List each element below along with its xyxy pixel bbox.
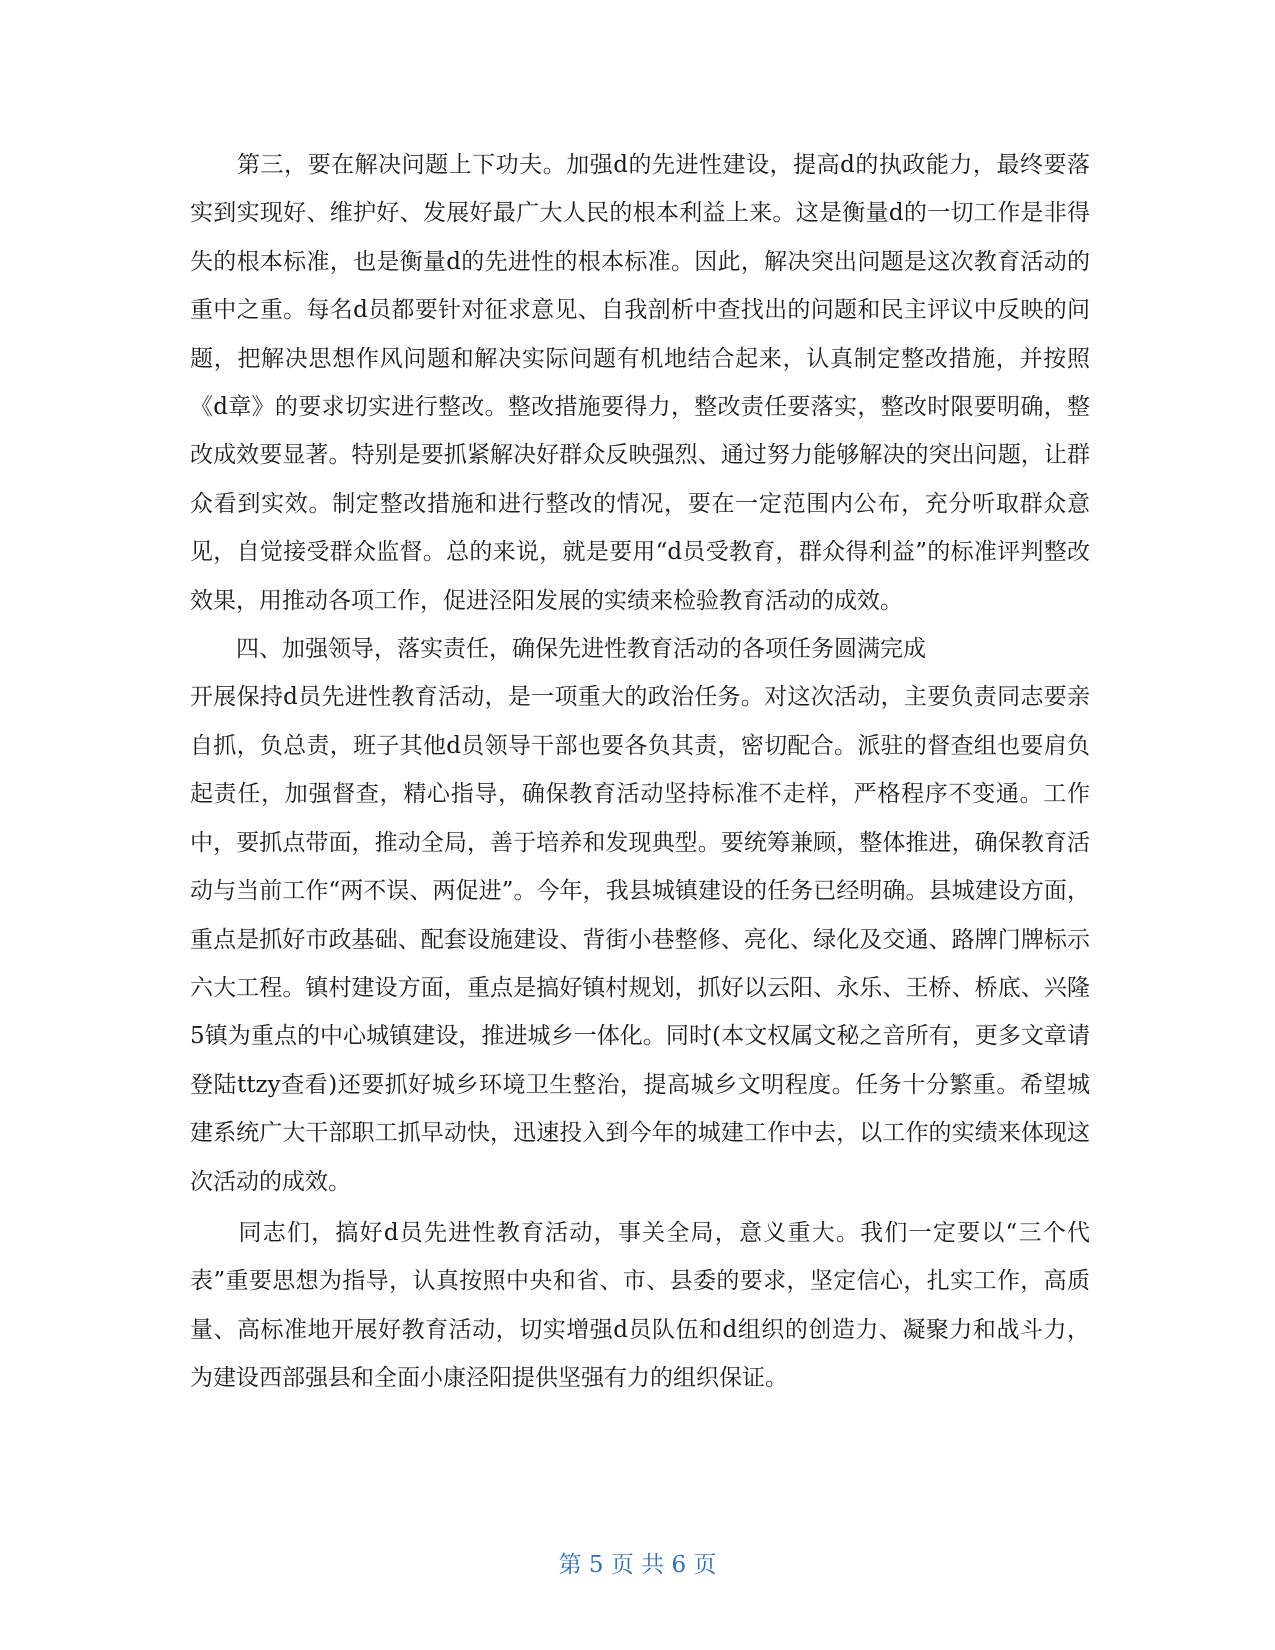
paragraph-conclusion: 同志们，搞好d员先进性教育活动，事关全局，意义重大。我们一定要以“三个代表”重要思想为指导，认真按照中央和省、市、县委的要求，坚定信心，扎实工作，高质量、高标准地开展好教育活动，切实增强d员队伍和d组织的创造力、凝聚力和战斗力，为建设西部强县和全面小康泾阳提供坚强有力的组织保证。 <box>190 1219 1090 1392</box>
paragraph-third-point: 第三，要在解决问题上下功夫。加强d的先进性建设，提高d的执政能力，最终要落实到实现好、维护好、发展好最广大人民的根本利益上来。这是衡量d的一切工作是非得失的根本标准，也是衡量d的先进性的根本标准。因此，解决突出问题是这次教育活动的重中之重。每名d员都要针对征求意见、自我剖析中查找出的问题和民主评议中反映的问题，把解决思想作风问题和解决实际问题有机地结合起来，认真制定整改措施，并按照《d章》的要求切实进行整改。整改措施要得力，整改责任要落实，整改时限要明确，整改成效要显著。特别是要抓紧解决好群众反映强烈、通过努力能够解决的突出问题，让群众看到实效。制定整改措施和进行整改的情况，要在一定范围内公布，充分听取群众意见，自觉接受群众监督。总的来说，就是要用“d员受教育，群众得利益”的标准评判整改效果，用推动各项工作，促进泾阳发展的实绩来检验教育活动的成效。 <box>190 152 1090 614</box>
section-heading-four: 四、加强领导，落实责任，确保先进性教育活动的各项任务圆满完成 <box>190 636 926 663</box>
paragraph-leadership: 开展保持d员先进性教育活动，是一项重大的政治任务。对这次活动，主要负责同志要亲自抓，负总责，班子其他d员领导干部也要各负其责，密切配合。派驻的督查组也要肩负起责任，加强督查，精心指导，确保教育活动坚持标准不走样，严格程序不变通。工作中，要抓点带面，推动全局，善于培养和发现典型。要统筹兼顾，整体推进，确保教育活动与当前工作“两不误、两促进”。今年，我县城镇建设的任务已经明确。县城建设方面，重点是抓好市政基础、配套设施建设、背街小巷整修、亮化、绿化及交通、路牌门牌标示六大工程。镇村建设方面，重点是搞好镇村规划，抓好以云阳、永乐、王桥、桥底、兴隆5镇为重点的中心城镇建设，推进城乡一体化。同时(本文权属文秘之音所有，更多文章请登陆ttzy查看)还要抓好城乡环境卫生整治，提高城乡文明程度。任务十分繁重。希望城建系统广大干部职工抓早动快，迅速投入到今年的城建工作中去，以工作的实绩来体现这次活动的成效。 <box>190 684 1090 1195</box>
page-number-footer: 第 5 页 共 6 页 <box>558 1552 717 1578</box>
document-body <box>190 141 1090 1403</box>
